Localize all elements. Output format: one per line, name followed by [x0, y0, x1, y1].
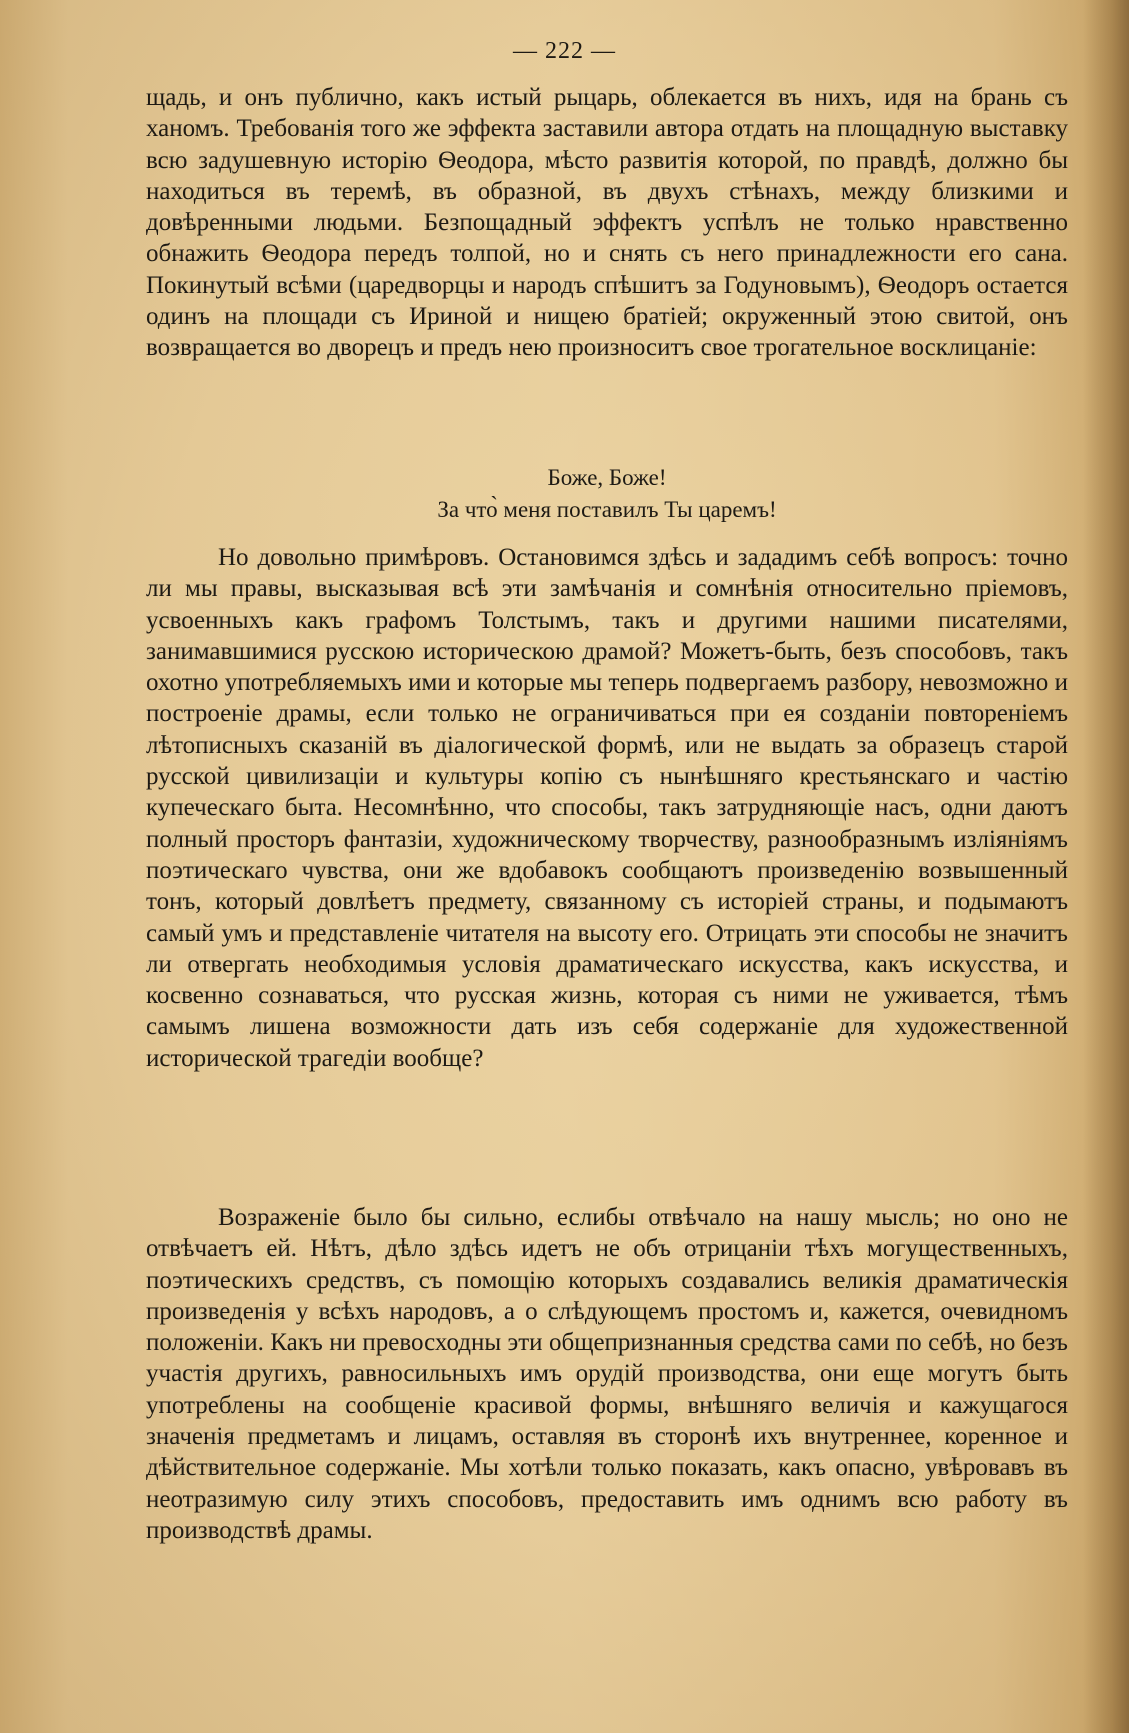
paragraph-examples: Но довольно примѣровъ. Остановимся здѣсь и зададимъ себѣ вопросъ: точно ли мы правы, высказывая всѣ эти замѣчанія и сомнѣнія относительно пріемовъ, усвоенныхъ какъ графомъ Толстымъ, такъ и другими нашими писателями, занимавшимися русскою историческою драмой? Можетъ-быть, безъ способовъ, такъ охотно употребляемыхъ ими и которые мы теперь подвергаемъ разбору, невозможно и построеніе драмы, если только не ограничиваться при ея созданіи повтореніемъ лѣтописныхъ сказаній въ діалогической формѣ, или не выдать за образецъ старой русской цивилизаціи и культуры копію съ нынѣшняго крестьянскаго и частію купеческаго быта. Несомнѣнно, что способы, такъ затрудняющіе насъ, одни даютъ полный просторъ фантазіи, художническому творчеству, разнообразнымъ изліяніямъ поэтическаго чувства, они же вдобавокъ сообщаютъ произведенію возвышенный тонъ, который довлѣетъ предмету, связанному съ исторіей страны, и подымаютъ самый умъ и представленіе читателя на высоту его. Отрицать эти способы не значитъ ли отвергать необходимыя условія драматическаго искусства, какъ искусства, и косвенно сознаваться, что русская жизнь, которая съ ними не уживается, тѣмъ самымъ лишена возможности дать изъ себя содержаніе для художественной исторической трагедіи вообще?: [146, 544, 1068, 1072]
verse-line-1: Боже, Боже!: [547, 465, 667, 490]
text-block-middle: [146, 542, 1068, 1074]
text-block-top: [146, 82, 1068, 364]
paragraph-objection: Возраженіе было бы сильно, еслибы отвѣчало на нашу мысль; но оно не отвѣчаетъ ей. Нѣтъ, дѣло здѣсь идетъ не объ отрицаніи тѣхъ могущественныхъ, поэтическихъ средствъ, съ помощію которыхъ создавались великія драматическія произведенія у всѣхъ народовъ, а о слѣдующемъ простомъ и, кажется, очевидномъ положеніи. Какъ ни превосходны эти общепризнанныя средства сами по себѣ, но безъ участія другихъ, равносильныхъ имъ орудій производства, они еще могутъ быть употреблены на сообщеніе красивой формы, внѣшняго величія и кажущагося значенія предметамъ и лицамъ, оставляя въ сторонѣ ихъ внутреннее, коренное и дѣйствительное содержаніе. Мы хотѣли только показать, какъ опасно, увѣровавъ въ неотразимую силу этихъ способовъ, предоставить имъ однимъ всю работу въ производствѣ драмы.: [146, 1204, 1068, 1544]
paragraph-continuation: щадь, и онъ публично, какъ истый рыцарь, облекается въ нихъ, идя на брань съ ханомъ. Требованія того же эффекта заставили автора отдать на площадную выставку всю задушевную исторію Ѳеодора, мѣсто развитія которой, по правдѣ, должно бы находиться въ теремѣ, въ образной, въ двухъ стѣнахъ, между близкими и довѣренными людьми. Безпощадный эффектъ успѣлъ не только нравственно обнажить Ѳеодора передъ толпой, но и снять съ него принадлежности его сана. Покинутый всѣми (царедворцы и народъ спѣшитъ за Годуновымъ), Ѳеодоръ остается одинъ на площади съ Ириной и нищею братіей; окруженный этою свитой, онъ возвращается во дворецъ и предъ нею произноситъ свое трогательное восклицаніе:: [146, 84, 1068, 362]
verse-quote: [146, 462, 1068, 526]
page-edge-shadow: [1083, 0, 1129, 1733]
verse-line-2: За что̀ меня поставилъ Ты царемъ!: [437, 497, 777, 522]
text-block-bottom: [146, 1202, 1068, 1546]
page-number: — 222 —: [513, 38, 616, 64]
